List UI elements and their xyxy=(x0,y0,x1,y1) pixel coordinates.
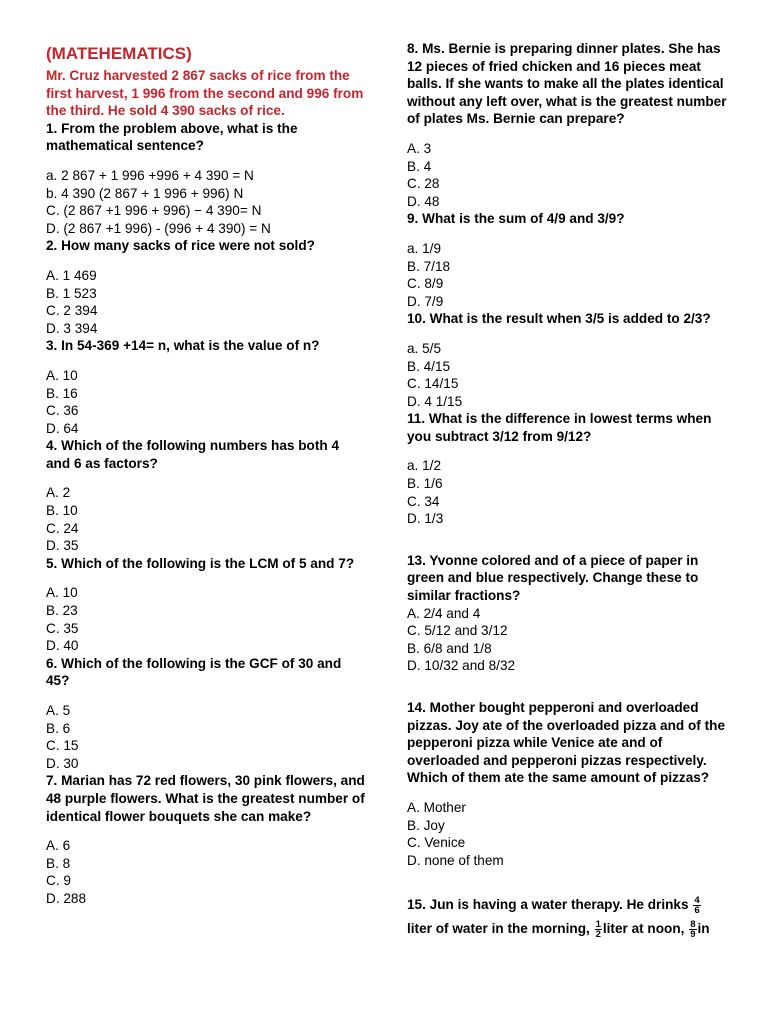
q11-option-b: B. 1/6 xyxy=(407,476,443,492)
q7-option-a: A. 6 xyxy=(46,838,71,854)
q10-option-d: D. 4 1/15 xyxy=(407,393,463,409)
q11-option-a: a. 1/2 xyxy=(407,458,442,474)
q15-text-4: in xyxy=(697,921,710,937)
q9-option-d: D. 7/9 xyxy=(407,293,444,309)
q6-option-b: B. 6 xyxy=(46,720,71,736)
q4-option-d: D. 35 xyxy=(46,538,79,554)
question-4: 4. Which of the following numbers has both 4 and 6 as factors? xyxy=(46,438,340,471)
question-5: 5. Which of the following is the LCM of 5 and 7? xyxy=(46,555,355,571)
q2-option-b: B. 1 523 xyxy=(46,285,97,301)
q4-option-b: B. 10 xyxy=(46,503,78,519)
fraction-4-6: $\frac{4}{6}$ xyxy=(694,895,700,917)
q14-option-c: C. Venice xyxy=(407,835,466,851)
q9-option-a: a. 1/9 xyxy=(407,240,442,256)
q3-option-b: B. 16 xyxy=(46,385,78,401)
q14-option-d: D. none of them xyxy=(407,852,504,868)
q9-option-b: B. 7/18 xyxy=(407,258,451,274)
q13-option-b: B. 6/8 and 1/8 xyxy=(407,640,492,656)
q6-option-a: A. 5 xyxy=(46,703,71,718)
q4-option-a: A. 2 xyxy=(46,485,71,501)
question-11: 11. What is the difference in lowest terms when you subtract 3/12 from 9/12? xyxy=(407,411,712,444)
q1-option-c: C. (2 867 +1 996 + 996) − 4 390= N xyxy=(46,203,262,219)
q4-option-c: C. 24 xyxy=(46,520,79,536)
q7-option-b: B. 8 xyxy=(46,855,71,871)
q8-option-a: A. 3 xyxy=(407,140,432,156)
q13-option-c: C. 5/12 and 3/12 xyxy=(407,623,508,639)
problem-statement: Mr. Cruz harvested 2 867 sacks of rice from the first harvest, 1 996 from the second and 996 from the third. He sold 4 390 sacks of rice. xyxy=(46,68,364,119)
q15-text-3: liter at noon, xyxy=(602,921,685,937)
q14-option-b: B. Joy xyxy=(407,817,445,833)
q10-option-b: B. 4/15 xyxy=(407,358,451,374)
q3-option-a: A. 10 xyxy=(46,367,78,383)
q3-option-c: C. 36 xyxy=(46,403,79,419)
q1-option-b: b. 4 390 (2 867 + 1 996 + 996) N xyxy=(46,185,244,201)
question-10: 10. What is the result when 3/5 is added to 2/3? xyxy=(407,311,711,327)
q8-option-b: B. 4 xyxy=(407,158,432,174)
q2-option-c: C. 2 394 xyxy=(46,303,98,319)
q13-option-a: A. 2/4 and 4 xyxy=(407,605,481,621)
q8-option-c: C. 28 xyxy=(407,176,440,192)
left-column xyxy=(46,40,366,908)
q5-option-a: A. 10 xyxy=(46,585,78,601)
question-6: 6. Which of the following is the GCF of 30 and 45? xyxy=(46,655,342,689)
q5-option-c: C. 35 xyxy=(46,620,79,636)
q1-option-d: D. (2 867 +1 996) - (996 + 4 390) = N xyxy=(46,220,271,236)
q13-option-d: D. 10/32 and 8/32 xyxy=(407,658,516,674)
question-9: 9. What is the sum of 4/9 and 3/9? xyxy=(407,211,625,227)
q6-option-c: C. 15 xyxy=(46,738,79,754)
q7-option-d: D. 288 xyxy=(46,890,87,906)
q7-option-c: C. 9 xyxy=(46,873,71,889)
question-8: 8. Ms. Bernie is preparing dinner plates. She has 12 pieces of fried chicken and 16 pieces meat balls. If she wants to make all the plates identical without any left over, what is the greatest number of plates Ms. Bernie can prepare? xyxy=(407,41,727,127)
q10-option-c: C. 14/15 xyxy=(407,376,459,392)
worksheet-title: (MATEHEMATICS) xyxy=(46,44,192,63)
fraction-8-9: $\frac{8}{9}$ xyxy=(690,919,696,941)
question-13: 13. Yvonne colored and of a piece of paper in green and blue respectively. Change these to similar fractions? xyxy=(407,552,699,604)
q6-option-d: D. 30 xyxy=(46,755,79,771)
q9-option-c: C. 8/9 xyxy=(407,276,444,292)
question-15 xyxy=(407,893,737,941)
q15-text-2: liter of water in the morning, xyxy=(407,921,590,937)
question-2: 2. How many sacks of rice were not sold? xyxy=(46,238,315,254)
question-3: 3. In 54-369 +14= n, what is the value of n? xyxy=(46,338,320,354)
q2-option-a: A. 1 469 xyxy=(46,267,97,283)
q11-option-d: D. 1/3 xyxy=(407,511,444,527)
q10-option-a: a. 5/5 xyxy=(407,340,442,356)
question-7: 7. Marian has 72 red flowers, 30 pink flowers, and 48 purple flowers. What is the greatest number of identical flower bouquets she can make? xyxy=(46,773,365,824)
q2-option-d: D. 3 394 xyxy=(46,320,98,336)
question-14: 14. Mother bought pepperoni and overloaded pizzas. Joy ate of the overloaded pizza and of the pepperoni pizza while Venice ate and of overloaded and pepperoni pizzas respectively. Which of them ate the same amount of pizzas? xyxy=(407,700,725,786)
q5-option-b: B. 23 xyxy=(46,603,78,619)
q15-text-1: 15. Jun is having a water therapy. He drinks xyxy=(407,897,689,913)
q1-option-a: a. 2 867 + 1 996 +996 + 4 390 = N xyxy=(46,167,254,183)
right-column xyxy=(407,40,737,941)
q14-option-a: A. Mother xyxy=(407,799,466,815)
q11-option-c: C. 34 xyxy=(407,493,440,509)
question-1: 1. From the problem above, what is the mathematical sentence? xyxy=(46,120,298,154)
q3-option-d: D. 64 xyxy=(46,420,79,436)
fraction-1-2: $\frac{1}{2}$ xyxy=(595,919,601,941)
q5-option-d: D. 40 xyxy=(46,638,79,654)
q8-option-d: D. 48 xyxy=(407,193,440,209)
